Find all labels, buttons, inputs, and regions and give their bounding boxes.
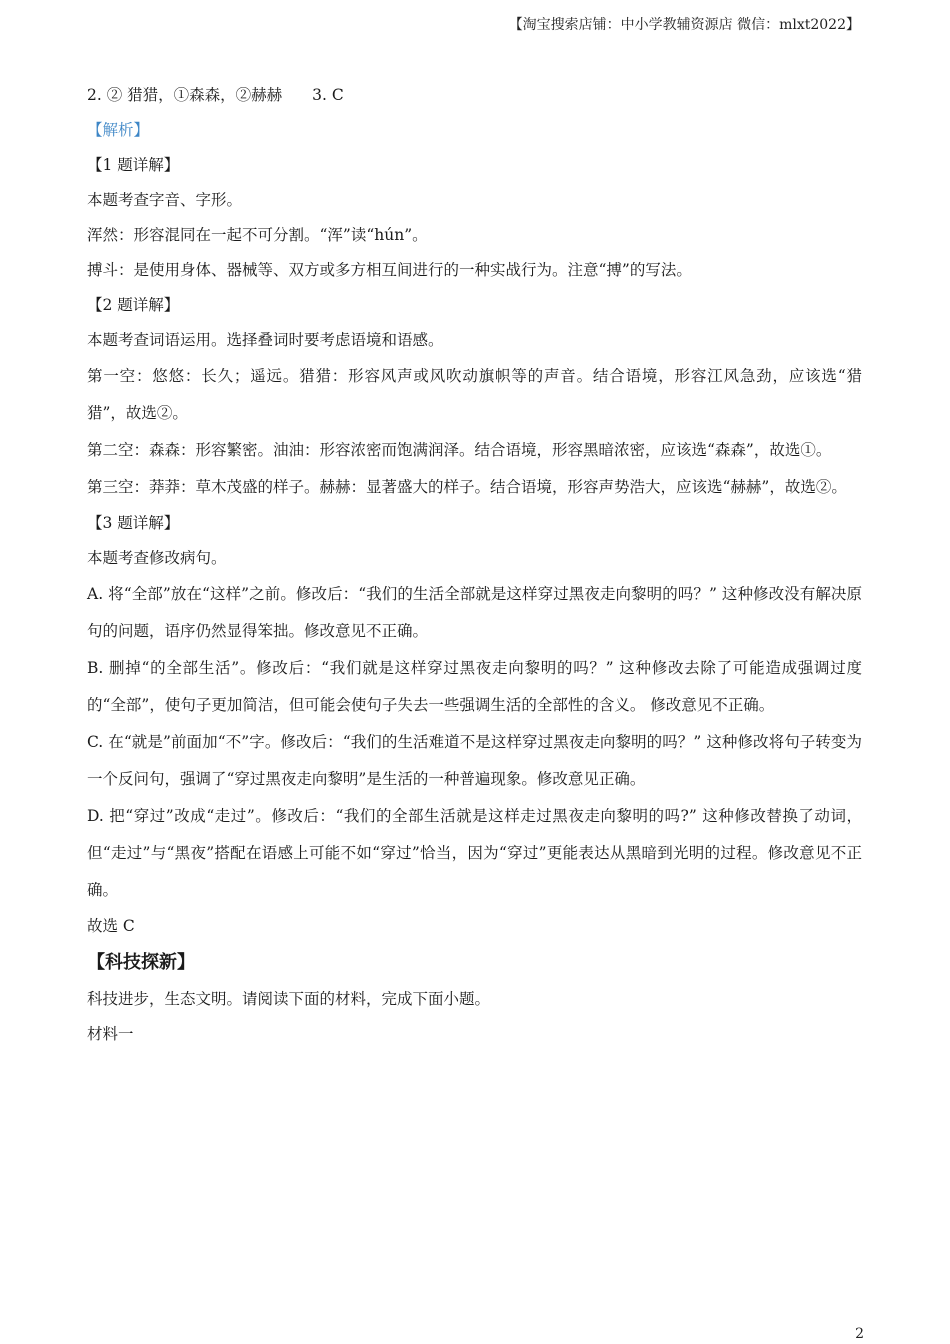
section-title: 【科技探新】 — [87, 952, 195, 973]
q2-intro: 本题考查词语运用。选择叠词时要考虑语境和语感。 — [87, 331, 444, 349]
header-shop-note: 【淘宝搜索店铺：中小学教辅资源店 微信：mlxt2022】 — [508, 17, 860, 33]
q3-option-d: D. 把“穿过”改成“走过”。修改后：“我们的全部生活就是这样走过黑夜走向黎明的吗?” 这种修改替换了动词，但“走过”与“黑夜”搭配在语感上可能不如“穿过”恰当，因为“穿过”更能表达从黑暗到光明的过程。修改意见不正确。 — [87, 807, 862, 899]
q3-conclusion: 故选 C — [87, 917, 135, 935]
answer-line — [87, 78, 862, 113]
q3-title: 【3 题详解】 — [87, 514, 180, 532]
material-label: 材料一 — [87, 1025, 134, 1043]
q3-option-c: C. 在“就是”前面加“不”字。修改后：“我们的生活难道不是这样穿过黑夜走向黎明的吗？” 这种修改将句子转变为一个反问句，强调了“穿过黑夜走向黎明”是生活的一种普遍现象。修改意见正确。 — [87, 733, 862, 788]
q1-line-bodou: 搏斗：是使用身体、器械等、双方或多方相互间进行的一种实战行为。注意“搏”的写法。 — [87, 261, 692, 279]
q2-blank-3: 第三空：莽莽：草木茂盛的样子。赫赫：显著盛大的样子。结合语境，形容声势浩大，应该选“赫赫”，故选②。 — [87, 478, 847, 496]
answer-q3: 3. C — [312, 86, 344, 104]
page-number: 2 — [855, 1326, 864, 1342]
q2-blank-1: 第一空：悠悠：长久；遥远。猎猎：形容风声或风吹动旗帜等的声音。结合语境，形容江风急劲，应该选“猎猎”，故选②。 — [87, 367, 862, 422]
answer-q2: 2. ② 猎猎，①森森，②赫赫 — [87, 86, 283, 104]
q3-option-a: A. 将“全部”放在“这样”之前。修改后：“我们的生活全部就是这样穿过黑夜走向黎明的吗？” 这种修改没有解决原句的问题，语序仍然显得笨拙。修改意见不正确。 — [87, 585, 862, 640]
q3-option-b: B. 删掉“的全部生活”。修改后：“我们就是这样穿过黑夜走向黎明的吗？” 这种修改去除了可能造成强调过度的“全部”，使句子更加简洁，但可能会使句子失去一些强调生活的全部性的含义。 修改意见不正确。 — [87, 659, 862, 714]
q2-blank-2: 第二空：森森：形容繁密。油油：形容浓密而饱满润泽。结合语境，形容黑暗浓密，应该选“森森”，故选①。 — [87, 441, 832, 459]
analysis-label: 【解析】 — [87, 121, 150, 139]
document-body — [87, 78, 862, 1052]
q2-title: 【2 题详解】 — [87, 296, 180, 314]
q1-intro: 本题考查字音、字形。 — [87, 191, 243, 209]
q3-intro: 本题考查修改病句。 — [87, 549, 227, 567]
q1-line-hunran: 浑然：形容混同在一起不可分割。“浑”读“hún”。 — [87, 226, 428, 244]
q1-title: 【1 题详解】 — [87, 156, 180, 174]
section-intro: 科技进步，生态文明。请阅读下面的材料，完成下面小题。 — [87, 990, 491, 1008]
